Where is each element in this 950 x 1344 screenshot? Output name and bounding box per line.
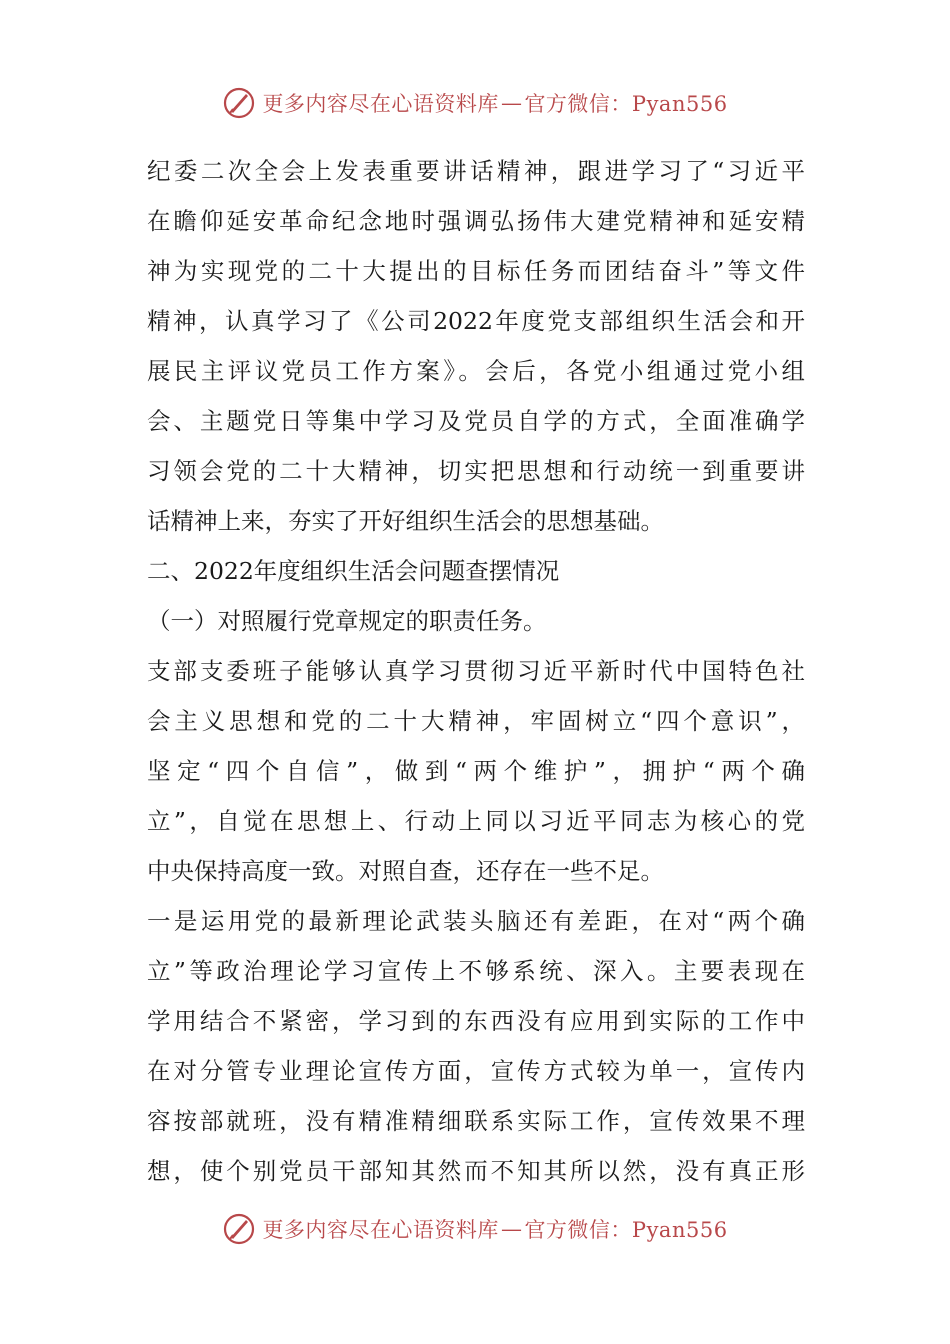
watermark-contact: 官方微信：Pyan556 bbox=[524, 92, 728, 116]
body-line: 神为实现党的二十大提出的目标任务而团结奋斗”等文件 bbox=[147, 257, 805, 285]
quill-logo-icon bbox=[222, 1212, 256, 1246]
body-line: 展民主评议党员工作方案》。会后，各党小组通过党小组 bbox=[147, 357, 805, 385]
document-body bbox=[147, 146, 805, 1196]
body-line: 想，使个别党员干部知其然而不知其所以然，没有真正形 bbox=[147, 1157, 805, 1185]
watermark-header bbox=[0, 86, 950, 120]
body-line: 纪委二次全会上发表重要讲话精神，跟进学习了“习近平 bbox=[147, 157, 805, 185]
watermark-separator: — bbox=[500, 91, 523, 115]
section-heading: 二、2022年度组织生活会问题查摆情况 bbox=[147, 557, 560, 585]
watermark-brand: 更多内容尽在心语资料库 bbox=[262, 92, 499, 116]
body-line: 中央保持高度一致。对照自查，还存在一些不足。 bbox=[147, 857, 664, 885]
body-line: 容按部就班，没有精准精细联系实际工作，宣传效果不理 bbox=[147, 1107, 805, 1135]
body-line: 会、主题党日等集中学习及党员自学的方式，全面准确学 bbox=[147, 407, 805, 435]
quill-logo-icon bbox=[222, 86, 256, 120]
body-line: 精神，认真学习了《公司2022年度党支部组织生活会和开 bbox=[147, 307, 805, 335]
body-line: 支部支委班子能够认真学习贯彻习近平新时代中国特色社 bbox=[147, 657, 805, 685]
body-line: 在瞻仰延安革命纪念地时强调弘扬伟大建党精神和延安精 bbox=[147, 207, 805, 235]
body-line: 立”，自觉在思想上、行动上同以习近平同志为核心的党 bbox=[147, 807, 805, 835]
subsection-heading: （一）对照履行党章规定的职责任务。 bbox=[147, 607, 547, 635]
watermark-footer bbox=[0, 1212, 950, 1246]
body-line: 学用结合不紧密，学习到的东西没有应用到实际的工作中 bbox=[147, 1007, 805, 1035]
body-line: 在对分管专业理论宣传方面，宣传方式较为单一，宣传内 bbox=[147, 1057, 805, 1085]
body-line: 立”等政治理论学习宣传上不够系统、深入。主要表现在 bbox=[147, 957, 805, 985]
body-line: 坚定“四个自信”，做到“两个维护”，拥护“两个确 bbox=[147, 757, 805, 785]
body-line: 会主义思想和党的二十大精神，牢固树立“四个意识”， bbox=[147, 707, 805, 735]
watermark-contact: 官方微信：Pyan556 bbox=[524, 1218, 728, 1242]
body-line: 一是运用党的最新理论武装头脑还有差距，在对“两个确 bbox=[147, 907, 805, 935]
watermark-brand: 更多内容尽在心语资料库 bbox=[262, 1218, 499, 1242]
body-line: 习领会党的二十大精神，切实把思想和行动统一到重要讲 bbox=[147, 457, 805, 485]
watermark-separator: — bbox=[500, 1217, 523, 1241]
body-line: 话精神上来，夯实了开好组织生活会的思想基础。 bbox=[147, 507, 664, 535]
